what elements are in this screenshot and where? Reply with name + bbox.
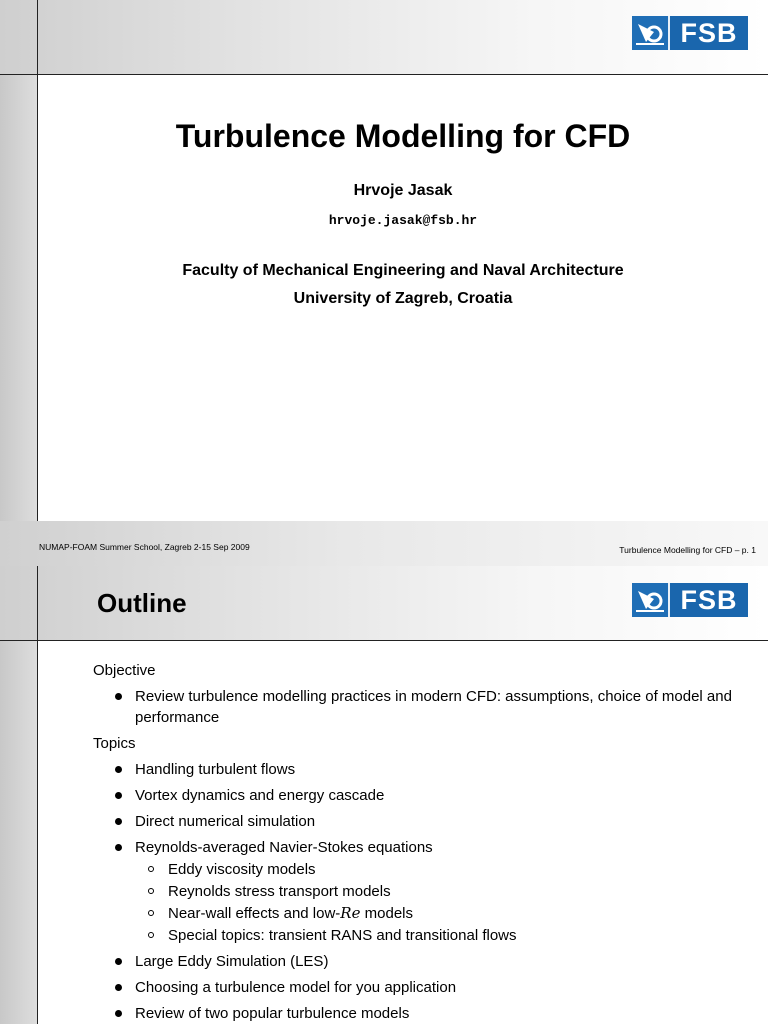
sub-list-item: Special topics: transient RANS and transitional flows bbox=[93, 925, 733, 946]
header-rule bbox=[0, 74, 768, 75]
sub-list-item: Eddy viscosity models bbox=[93, 859, 733, 880]
institution-line-1: Faculty of Mechanical Engineering and Naval Architecture bbox=[182, 262, 624, 279]
side-rule bbox=[37, 0, 38, 521]
fsb-logo-mark-icon bbox=[632, 583, 670, 617]
header-rule bbox=[0, 640, 768, 641]
topics-heading: Topics bbox=[93, 735, 136, 752]
slide-side-band bbox=[0, 641, 38, 1024]
slide-title: Outline bbox=[97, 588, 187, 618]
footer-page-info: Turbulence Modelling for CFD – p. 1 bbox=[619, 545, 756, 555]
sub-item-text: Near-wall effects and low- bbox=[168, 905, 341, 922]
author-name: Hrvoje Jasak bbox=[353, 182, 453, 199]
sub-list-item bbox=[93, 903, 733, 924]
author-email: hrvoje.jasak@fsb.hr bbox=[328, 213, 478, 228]
list-item: Reynolds-averaged Navier-Stokes equations bbox=[93, 837, 733, 858]
list-item: Review turbulence modelling practices in modern CFD: assumptions, choice of model and performance bbox=[93, 686, 733, 728]
objective-heading: Objective bbox=[93, 662, 156, 679]
list-item: Vortex dynamics and energy cascade bbox=[93, 785, 733, 806]
fsb-logo-text: FSB bbox=[680, 18, 738, 48]
list-item: Handling turbulent flows bbox=[93, 759, 733, 780]
sub-item-text-end: models bbox=[360, 905, 413, 922]
presentation-title: Turbulence Modelling for CFD bbox=[175, 118, 631, 154]
fsb-logo-mark-icon bbox=[632, 16, 670, 50]
reynolds-symbol: Re bbox=[340, 904, 361, 922]
list-item: Direct numerical simulation bbox=[93, 811, 733, 832]
fsb-logo bbox=[632, 16, 748, 50]
list-item: Large Eddy Simulation (LES) bbox=[93, 951, 733, 972]
side-rule bbox=[37, 566, 38, 1024]
sub-list-item: Reynolds stress transport models bbox=[93, 881, 733, 902]
fsb-logo-text: FSB bbox=[680, 585, 738, 615]
footer-event: NUMAP-FOAM Summer School, Zagreb 2-15 Sep 2009 bbox=[39, 542, 250, 552]
list-item: Review of two popular turbulence models bbox=[93, 1003, 733, 1024]
slide-outline bbox=[0, 566, 768, 1024]
fsb-logo bbox=[632, 583, 748, 617]
institution-line-2: University of Zagreb, Croatia bbox=[293, 290, 513, 307]
list-item: Choosing a turbulence model for you application bbox=[93, 977, 733, 998]
outline-list bbox=[93, 660, 733, 1024]
